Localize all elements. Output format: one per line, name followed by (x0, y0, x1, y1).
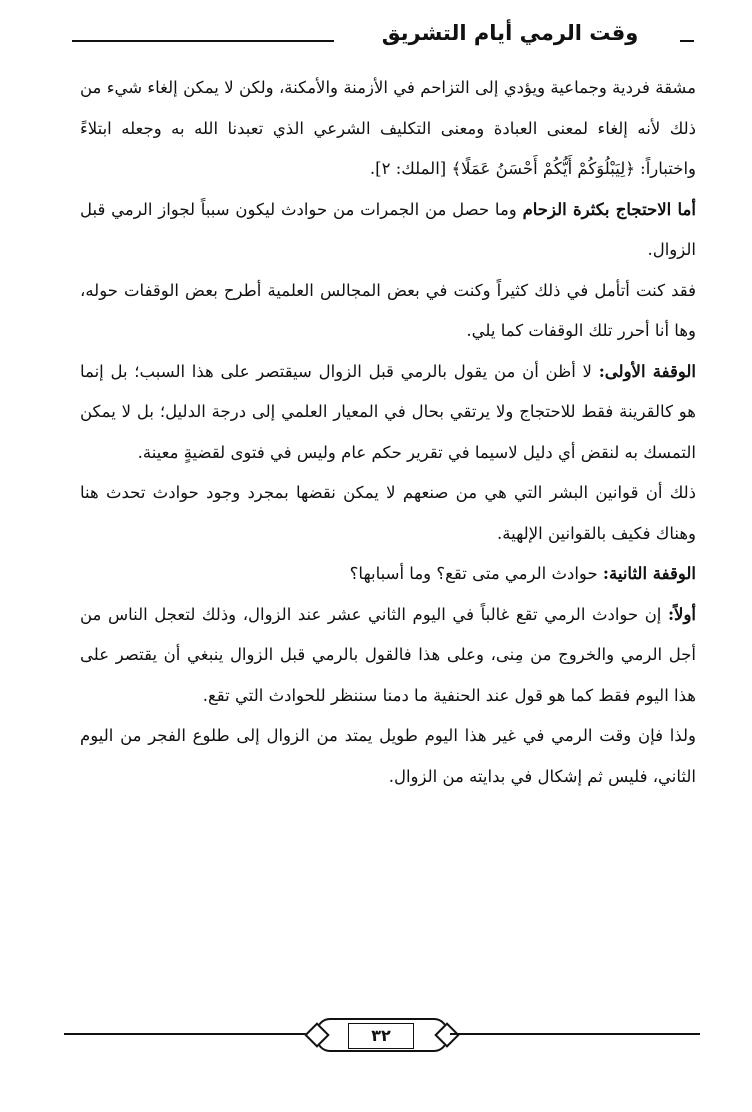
paragraph-2-lead: أما الاحتجاج بكثرة الزحام (522, 199, 696, 219)
page-body (80, 68, 696, 797)
paragraph-6 (80, 554, 696, 595)
paragraph-7-text: إن حوادث الرمي تقع غالباً في اليوم الثاني عشر عند الزوال، وذلك لتعجل الناس من أجل الرمي والخروج من مِنى، وعلى هذا فالقول بالرمي قبل الزوال ينبغي أن يقتصر على هذا اليوم فقط كما هو قول عند الحنفية ما دمنا سننظر للحوادث التي تقع. (80, 604, 696, 705)
paragraph-7-lead: أولاً: (667, 604, 696, 624)
paragraph-6-text: حوادث الرمي متى تقع؟ وما أسبابها؟ (349, 564, 603, 583)
header-rule-right (680, 40, 694, 42)
paragraph-7 (80, 595, 696, 717)
paragraph-1 (80, 68, 696, 190)
paragraph-5 (80, 473, 696, 554)
paragraph-2 (80, 190, 696, 271)
paragraph-4 (80, 352, 696, 474)
header-rule-left (72, 40, 334, 42)
paragraph-1-text: مشقة فردية وجماعية ويؤدي إلى التزاحم في الأزمنة والأمكنة، ولكن لا يمكن إلغاء شيء من ذلك لأنه إلغاء لمعنى العبادة ومعنى التكليف الشرعي الذي تعبدنا الله به وجعله ابتلاءً واختباراً: ﴿لِيَبْلُوَكُمْ أَيُّكُمْ أَحْسَنُ عَمَلًا﴾ [الملك: ٢]. (80, 78, 696, 178)
paragraph-3-text: فقد كنت أتأمل في ذلك كثيراً وكنت في بعض المجالس العلمية أطرح بعض الوقفات حوله، وها أنا أحرر تلك الوقفات كما يلي. (80, 280, 696, 340)
paragraph-5-text: ذلك أن قوانين البشر التي هي من صنعهم لا يمكن نقضها بمجرد وجود حوادث تحدث هنا وهناك فكيف بالقوانين الإلهية. (80, 483, 696, 543)
paragraph-4-lead: الوقفة الأولى: (598, 361, 697, 381)
page-number: ٣٢ (348, 1023, 414, 1049)
paragraph-2-text: وما حصل من الجمرات من حوادث ليكون سبباً لجواز الرمي قبل الزوال. (80, 199, 696, 259)
paragraph-8-text: ولذا فإن وقت الرمي في غير هذا اليوم طويل يمتد من الزوال إلى طلوع الفجر من اليوم الثاني، فليس ثم إشكال في بدايته من الزوال. (80, 726, 696, 786)
footer-rule-right (450, 1033, 700, 1035)
paragraph-4-text: لا أظن أن من يقول بالرمي قبل الزوال سيقتصر على هذا السبب؛ بل إنما هو كالقرينة فقط للاحتجاج ولا يرتقي بحال في المعيار العلمي إلى درجة الدليل؛ بل لا يمكن التمسك به لنقض أي دليل لاسيما في تقرير حكم عام وليس في فتوى لقضيةٍ معينة. (80, 361, 696, 462)
running-header-title: وقت الرمي أيام التشريق (381, 21, 639, 45)
footer-rule-left (64, 1033, 310, 1035)
paragraph-8 (80, 716, 696, 797)
running-header (72, 14, 694, 54)
page-footer (64, 1014, 700, 1054)
paragraph-3 (80, 271, 696, 352)
paragraph-6-lead: الوقفة الثانية: (602, 564, 696, 583)
